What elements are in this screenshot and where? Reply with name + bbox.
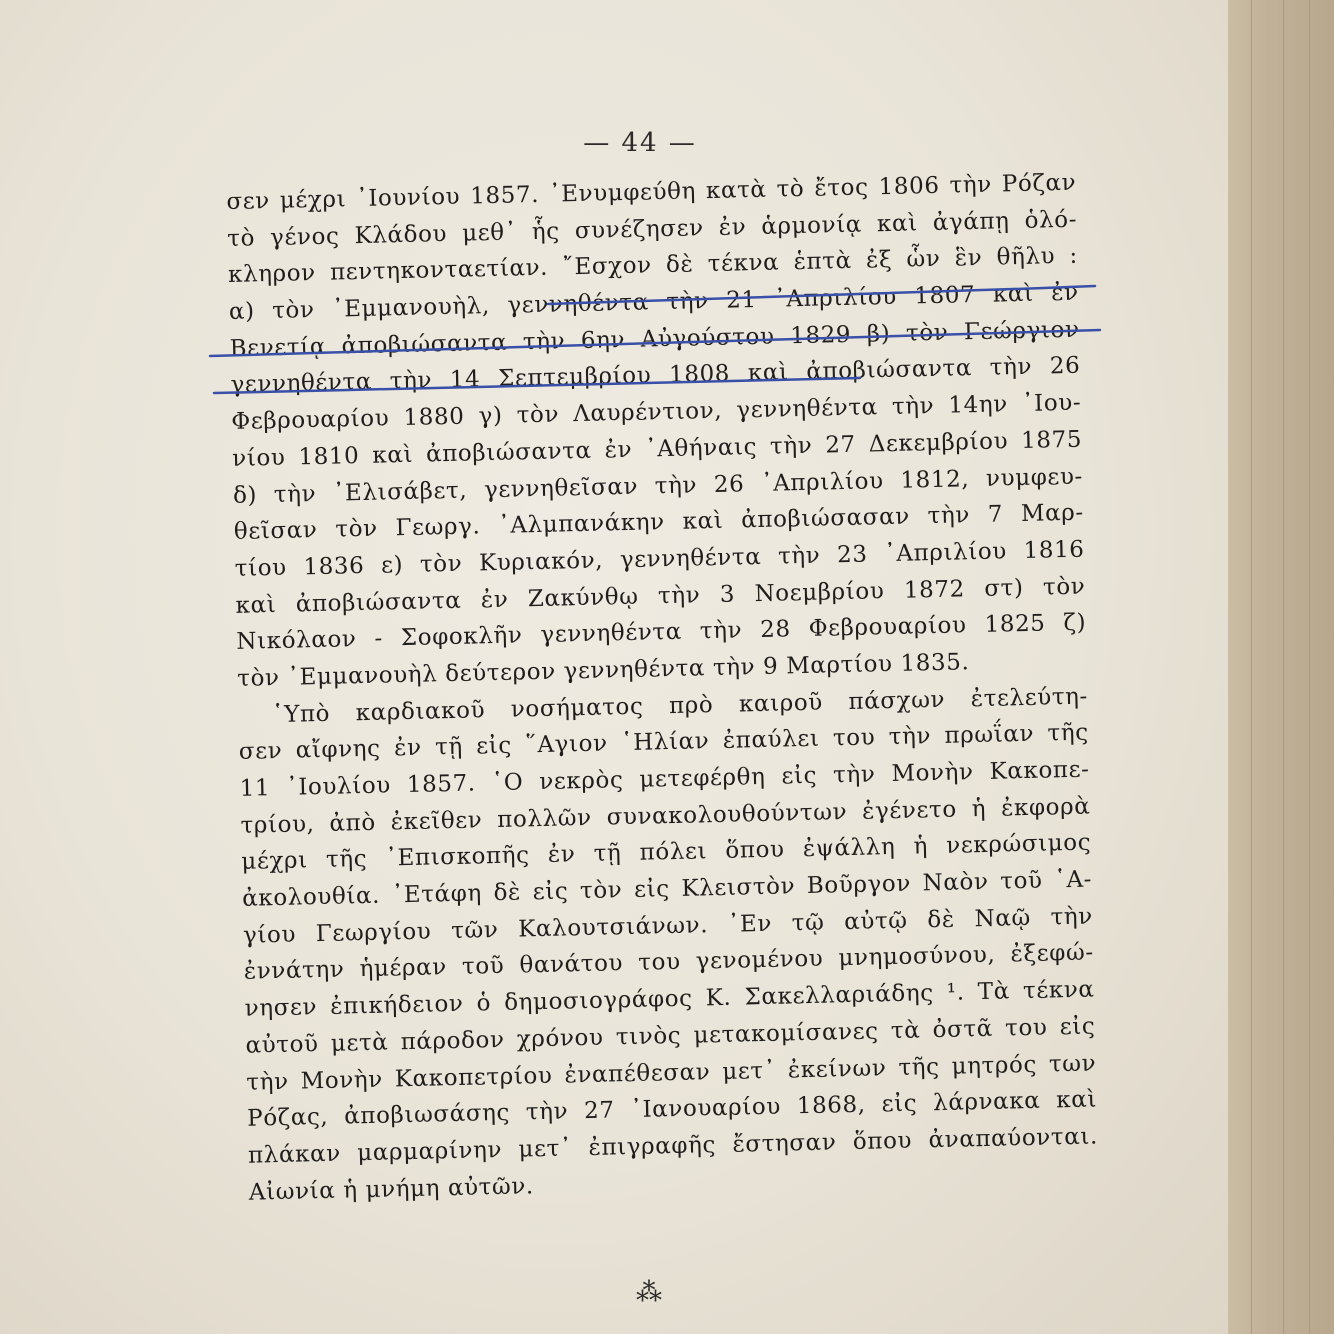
text-line: ῾Υπὸ καρδιακοῦ νοσήματος πρὸ καιροῦ πάσχων ἐτελεύτη- [271, 683, 1089, 728]
text-line: νησεν ἐπικήδειον ὁ δημοσιογράφος Κ. Σακελλαριάδης ¹. Τὰ τέκνα [244, 976, 1095, 1022]
text-line: πλάκαν μαρμαρίνην μετ᾿ ἐπιγραφῆς ἔστησαν ὅπου ἀναπαύονται. [247, 1123, 1099, 1169]
text-line: ἐννάτην ἡμέραν τοῦ θανάτου του γενομένου μνημοσύνου, ἐξεφώ- [243, 939, 1094, 986]
text-line: τίου 1836 ε) τὸν Κυριακόν, γεννηθέντα τὴν 23 ᾿Απριλίου 1816 [234, 536, 1085, 582]
text-line: γίου Γεωργίου τῶν Καλουτσιάνων. ᾿Εν τῷ αὐτῷ δὲ Ναῷ τὴν [242, 903, 1094, 949]
text-line: τὸν ᾿Εμμανουὴλ δεύτερον γεννηθέντα τὴν 9 Μαρτίου 1835. [236, 649, 970, 692]
text-line: αὐτοῦ μετὰ πάροδον χρόνου τινὸς μετακομίσανες τὰ ὀστᾶ του εἰς [245, 1013, 1096, 1059]
text-line: Αἰωνία ἡ μνήμη αὐτῶν. [248, 1172, 535, 1206]
text-line: σεν αἴφνης ἐν τῇ εἰς ῞Αγιον ῾Ηλίαν ἐπαύλει του τὴν πρωΐαν τῆς [238, 719, 1089, 766]
text-line: Βενετίᾳ ἀποβιώσαντα τὴν 6ην Αὐγούστου 1829 β) τὸν Γεώργιον [229, 316, 1080, 362]
page-edge-line [1309, 0, 1310, 1334]
text-line: ἀκολουθία. ᾿Ετάφη δὲ εἰς τὸν εἰς Κλειστὸν Βοῦργον Ναὸν τοῦ ῾Α- [241, 866, 1093, 912]
text-line: δ) τὴν ᾿Ελισάβετ, γεννηθεῖσαν τὴν 26 ᾿Απριλίου 1812, νυμφευ- [232, 463, 1084, 509]
page-edge-line [1251, 0, 1252, 1334]
text-line: 11 ᾿Ιουλίου 1857. ῾Ο νεκρὸς μετεφέρθη εἰς τὴν Μονὴν Κακοπε- [239, 756, 1090, 802]
section-separator: ⁂ [636, 1278, 664, 1308]
text-line: α) τὸν ᾿Εμμανουὴλ, γεννηθέντα τὴν 21 ᾿Απριλίου 1807 καὶ ἐν [228, 279, 1079, 326]
text-line: μέχρι τῆς ᾿Επισκοπῆς ἐν τῇ πόλει ὅπου ἐψάλλη ἡ νεκρώσιμος [241, 829, 1092, 876]
text-line: Ρόζας, ἀποβιωσάσης τὴν 27 ᾿Ιανουαρίου 1868, εἰς λάρνακα καὶ [246, 1086, 1098, 1132]
text-line: καὶ ἀποβιώσαντα ἐν Ζακύνθῳ τὴν 3 Νοεμβρίου 1872 στ) τὸν [235, 573, 1086, 619]
text-line: Νικόλαον - Σοφοκλῆν γεννηθέντα τὴν 28 Φεβρουαρίου 1825 ζ) [236, 609, 1087, 656]
page-number: — 44 — [583, 128, 697, 158]
text-line: νίου 1810 καὶ ἀποβιώσαντα ἐν ᾿Αθήναις τὴν 27 Δεκεμβρίου 1875 [231, 426, 1083, 472]
text-line: κληρον πεντηκονταετίαν. ῎Εσχον δὲ τέκνα ἑπτὰ ἐξ ὧν ἓν θῆλυ : [227, 243, 1079, 289]
body-text [226, 165, 1099, 1211]
text-line: Φεβρουαρίου 1880 γ) τὸν Λαυρέντιον, γεννηθέντα τὴν 14ην ᾿Ιου- [231, 389, 1082, 436]
text-line: τὴν Μονὴν Κακοπετρίου ἐναπέθεσαν μετ᾿ ἐκείνων τῆς μητρός των [246, 1049, 1097, 1096]
text-line: γεννηθέντα τὴν 14 Σεπτεμβρίου 1808 καὶ ἀποβιώσαντα τὴν 26 [230, 353, 1081, 399]
book-page-edge [1220, 0, 1334, 1334]
text-line: σεν μέχρι ᾿Ιουνίου 1857. ᾿Ενυμφεύθη κατὰ τὸ ἔτος 1806 τὴν Ρόζαν [226, 169, 1077, 215]
text-line: τὸ γένος Κλάδου μεθ᾿ ἧς συνέζησεν ἐν ἁρμονίᾳ καὶ ἀγάπῃ ὁλό- [226, 206, 1078, 252]
page-edge-line [1283, 0, 1284, 1334]
text-line: τρίου, ἀπὸ ἐκεῖθεν πολλῶν συνακολουθούντων ἐγένετο ἡ ἐκφορὰ [240, 793, 1091, 839]
text-line: θεῖσαν τὸν Γεωργ. ᾿Αλμπανάκην καὶ ἀποβιώσασαν τὴν 7 Μαρ- [233, 499, 1084, 546]
